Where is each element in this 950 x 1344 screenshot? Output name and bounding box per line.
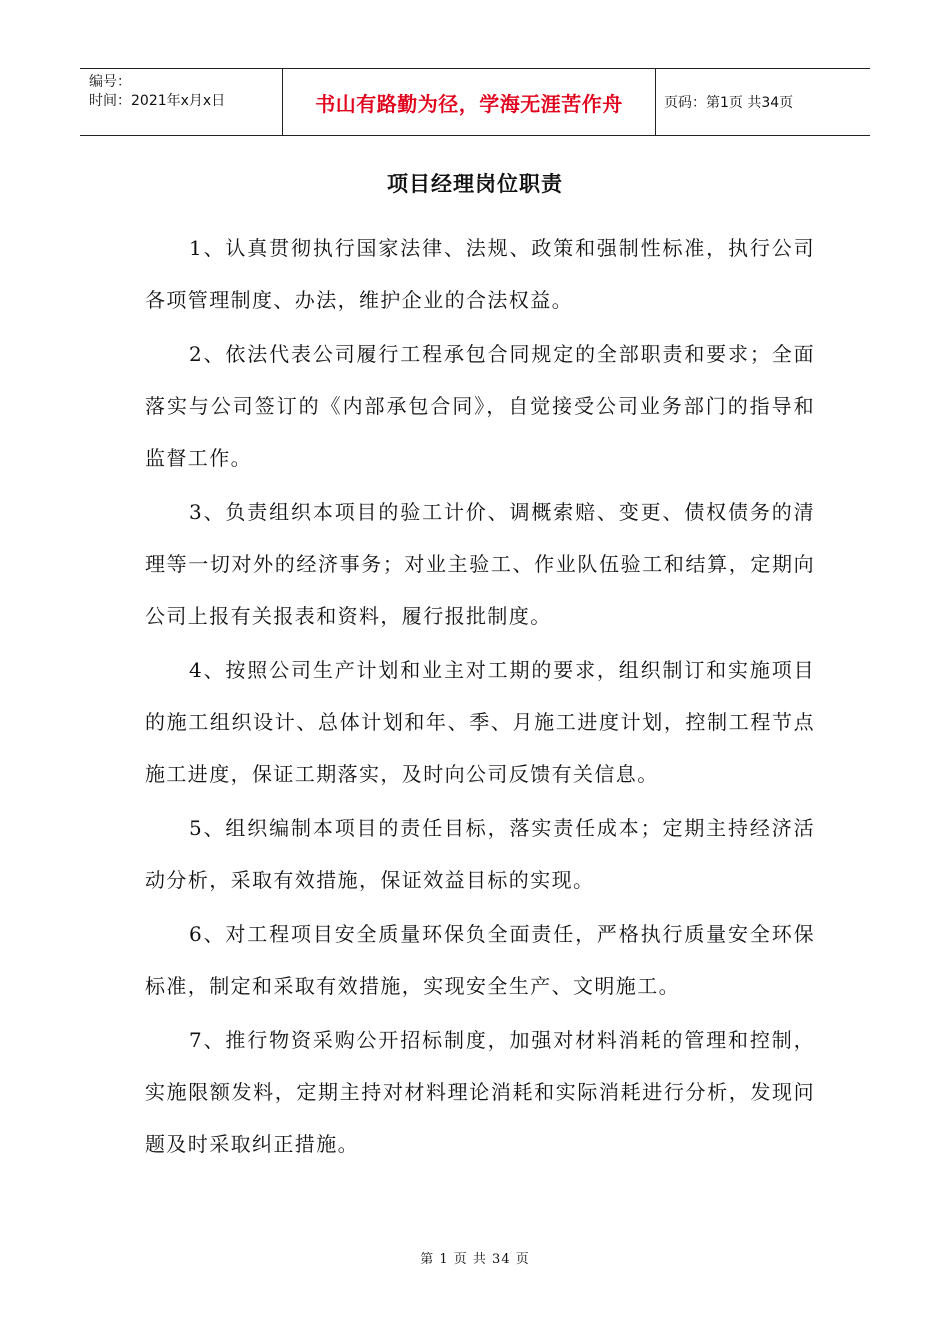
document-header: [80, 68, 870, 136]
paragraph-2: 2、依法代表公司履行工程承包合同规定的全部职责和要求；全面落实与公司签订的《内部承包合同》，自觉接受公司业务部门的指导和监督工作。: [145, 342, 815, 470]
paragraph-6: 6、对工程项目安全质量环保负全面责任，严格执行质量安全环保标准，制定和采取有效措施，实现安全生产、文明施工。: [145, 922, 815, 998]
header-time-label: 时间：2021年x月x日: [89, 93, 226, 109]
paragraph-1: 1、认真贯彻执行国家法律、法规、政策和强制性标准，执行公司各项管理制度、办法，维护企业的合法权益。: [145, 236, 815, 312]
page-footer: 第 1 页 共 34 页: [420, 1252, 530, 1267]
page-title: 项目经理岗位职责: [387, 172, 563, 196]
paragraph-3: 3、负责组织本项目的验工计价、调概索赔、变更、债权债务的清理等一切对外的经济事务；对业主验工、作业队伍验工和结算，定期向公司上报有关报表和资料，履行报批制度。: [145, 500, 815, 628]
document-body: [145, 222, 815, 1170]
header-motto: [282, 69, 656, 135]
header-page-code-text: 页码：第1页 共34页: [664, 95, 794, 111]
header-meta: [80, 69, 282, 135]
paragraph-5: 5、组织编制本项目的责任目标，落实责任成本；定期主持经济活动分析，采取有效措施，保证效益目标的实现。: [145, 816, 815, 892]
paragraph-7: 7、推行物资采购公开招标制度，加强对材料消耗的管理和控制，实施限额发料，定期主持对材料理论消耗和实际消耗进行分析，发现问题及时采取纠正措施。: [145, 1028, 815, 1156]
header-motto-text: 书山有路勤为径，学海无涯苦作舟: [315, 91, 623, 116]
header-page-code: [656, 69, 870, 135]
paragraph-4: 4、按照公司生产计划和业主对工期的要求，组织制订和实施项目的施工组织设计、总体计划和年、季、月施工进度计划，控制工程节点施工进度，保证工期落实，及时向公司反馈有关信息。: [145, 658, 815, 786]
header-number-label: 编号：: [89, 74, 131, 90]
